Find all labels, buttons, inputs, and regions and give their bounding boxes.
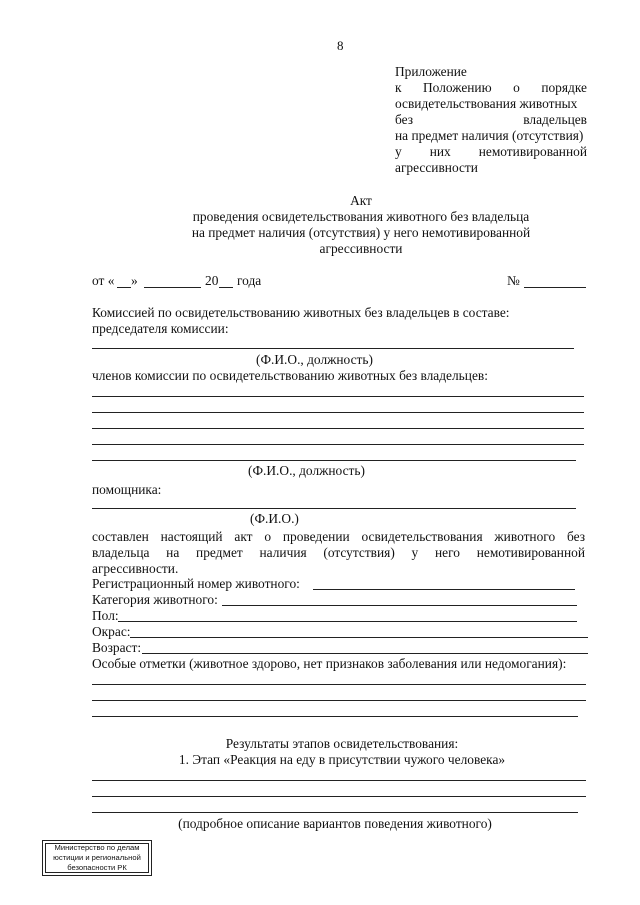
title-line-2: проведения освидетельствования животного без владельца xyxy=(192,209,530,224)
chairman-caption: (Ф.И.О., должность) xyxy=(256,352,373,367)
category-line xyxy=(222,605,577,606)
members-line-3 xyxy=(92,428,584,429)
body-line-3: агрессивности. xyxy=(92,561,179,576)
stage-1-caption: (подробное описание вариантов поведения животного) xyxy=(178,816,492,831)
members-line-4 xyxy=(92,444,584,445)
category-label: Категория животного: xyxy=(92,592,218,607)
stamp-line-2: юстиции и региональной xyxy=(53,853,141,862)
assistant-caption: (Ф.И.О.) xyxy=(250,511,299,526)
date-prefix: от « xyxy=(92,273,115,288)
stage-1-line-3 xyxy=(92,812,578,813)
appendix-line-2: к Положению о порядке xyxy=(395,80,587,95)
chairman-label: председателя комиссии: xyxy=(92,321,229,336)
age-label: Возраст: xyxy=(92,640,142,655)
appendix-line-6: у них немотивированной xyxy=(395,144,587,159)
date-year: 20 xyxy=(205,273,219,288)
year-blank xyxy=(219,287,233,288)
date-suffix: года xyxy=(237,273,262,288)
special-line-3 xyxy=(92,716,578,717)
appendix-line-4: без владельцев xyxy=(395,112,587,127)
special-line-2 xyxy=(92,700,586,701)
title-line-4: агрессивности xyxy=(319,241,403,256)
month-blank xyxy=(144,287,201,288)
special-line-1 xyxy=(92,684,586,685)
color-label: Окрас: xyxy=(92,624,131,639)
members-line-1 xyxy=(92,396,584,397)
special-notes-label: Особые отметки (животное здорово, нет признаков заболевания или недомогания): xyxy=(92,656,567,671)
results-heading: Результаты этапов освидетельствования: xyxy=(225,736,459,751)
stage-1-title: 1. Этап «Реакция на еду в присутствии чужого человека» xyxy=(178,752,506,767)
assistant-label: помощника: xyxy=(92,482,162,497)
chairman-line xyxy=(92,348,574,349)
stage-1-line-1 xyxy=(92,780,586,781)
reg-number-label: Регистрационный номер животного: xyxy=(92,576,300,591)
body-line-2: владельца на предмет наличия (отсутствия) у него немотивированной xyxy=(92,545,585,560)
number-blank xyxy=(524,287,586,288)
sex-label: Пол: xyxy=(92,608,119,623)
page-number: 8 xyxy=(337,38,344,53)
stamp-line-1: Министерство по делам xyxy=(54,843,140,852)
members-line-5 xyxy=(92,460,576,461)
sex-line xyxy=(118,621,577,622)
body-line-1: составлен настоящий акт о проведении освидетельствования животного без xyxy=(92,529,585,544)
commission-intro: Комиссией по освидетельствованию животных без владельцев в составе: xyxy=(92,305,510,320)
assistant-line xyxy=(92,508,576,509)
title-line-1: Акт xyxy=(350,193,372,208)
members-line-2 xyxy=(92,412,584,413)
day-blank xyxy=(117,287,131,288)
stamp-line-3: безопасности РК xyxy=(67,863,127,872)
appendix-line-1: Приложение xyxy=(395,64,467,79)
reg-number-line xyxy=(313,589,575,590)
age-line xyxy=(142,653,588,654)
title-line-3: на предмет наличия (отсутствия) у него немотивированной xyxy=(191,225,531,240)
date-mid: » xyxy=(131,273,138,288)
appendix-line-5: на предмет наличия (отсутствия) xyxy=(395,128,584,143)
appendix-line-3: освидетельствования животных xyxy=(395,96,578,111)
number-label: № xyxy=(507,273,520,288)
appendix-line-7: агрессивности xyxy=(395,160,478,175)
color-line xyxy=(130,637,588,638)
ministry-stamp xyxy=(42,840,152,876)
members-label: членов комиссии по освидетельствованию животных без владельцев: xyxy=(92,368,488,383)
members-caption: (Ф.И.О., должность) xyxy=(248,463,365,478)
stage-1-line-2 xyxy=(92,796,586,797)
